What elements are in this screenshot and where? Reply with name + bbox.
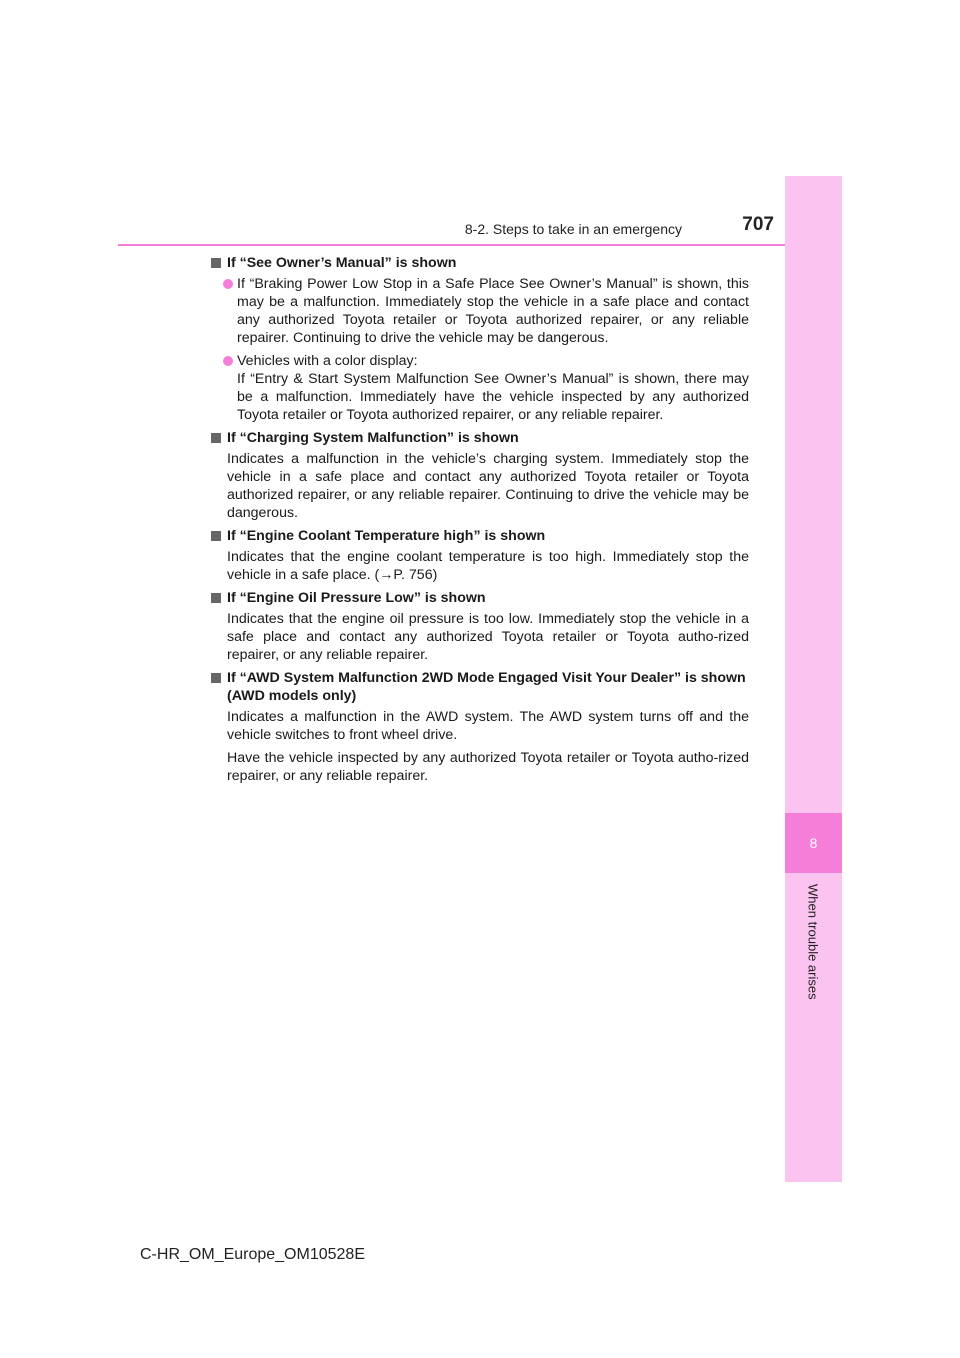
paragraph: Indicates that the engine coolant temperature is too high. Immediately stop the vehicle in a safe place. (→P. 756): [227, 549, 749, 583]
chapter-side-tab: [785, 176, 842, 1182]
list-item: [211, 352, 749, 424]
section-heading: [211, 254, 749, 272]
section-charging-system: [211, 429, 749, 522]
chapter-number: 8: [785, 813, 842, 873]
paragraph: Have the vehicle inspected by any authorized Toyota retailer or Toyota autho-rized repairer, or any reliable repairer.: [227, 750, 749, 784]
paragraph: Indicates a malfunction in the vehicle’s charging system. Immediately stop the vehicle in a safe place and contact any authorized Toyota retailer or Toyota authorized repairer, or any reliable repairer. Continuing to drive the vehicle may be dangerous.: [227, 451, 749, 521]
heading-text: If “AWD System Malfunction 2WD Mode Engaged Visit Your Dealer” is shown (AWD models only): [227, 670, 746, 704]
bullet-text-line: If “Entry & Start System Malfunction See Owner’s Manual” is shown, there may be a malfunction. Immediately have the vehicle inspected by any authorized Toyota retailer or Toyota authorized repairer, or any reliable repairer.: [237, 371, 749, 423]
square-bullet-icon: [211, 673, 221, 683]
section-awd-system: [211, 669, 749, 785]
heading-text: If “Charging System Malfunction” is shown: [227, 430, 519, 446]
document-code: C-HR_OM_Europe_OM10528E: [140, 1246, 365, 1263]
square-bullet-icon: [211, 433, 221, 443]
header-divider: [118, 244, 785, 246]
section-engine-oil-pressure: [211, 589, 749, 664]
section-heading: [211, 429, 749, 447]
paragraph: Indicates that the engine oil pressure is too low. Immediately stop the vehicle in a safe place and contact any authorized Toyota retailer or Toyota autho-rized repairer, or any reliable repairer.: [227, 611, 749, 663]
header-section-title: 8-2. Steps to take in an emergency: [464, 221, 682, 237]
page-content: [211, 254, 749, 790]
list-item: [211, 275, 749, 347]
square-bullet-icon: [211, 258, 221, 268]
bullet-text: If “Braking Power Low Stop in a Safe Place See Owner’s Manual” is shown, this may be a malfunction. Immediately stop the vehicle in a safe place and contact any authorized Toyota retailer or Toyota authorized repairer, or any reliable repairer. Continuing to drive the vehicle may be dangerous.: [237, 276, 749, 346]
bullet-text-line: Vehicles with a color display:: [237, 353, 418, 369]
chapter-title: When trouble arises: [805, 884, 821, 1000]
section-heading: [211, 527, 749, 545]
square-bullet-icon: [211, 593, 221, 603]
square-bullet-icon: [211, 531, 221, 541]
section-engine-coolant: [211, 527, 749, 584]
circle-bullet-icon: [223, 279, 233, 289]
heading-text: If “Engine Coolant Temperature high” is shown: [227, 528, 546, 544]
heading-text: If “Engine Oil Pressure Low” is shown: [227, 590, 486, 606]
paragraph: Indicates a malfunction in the AWD system. The AWD system turns off and the vehicle switches to front wheel drive.: [227, 709, 749, 743]
section-heading: [211, 669, 749, 705]
circle-bullet-icon: [223, 356, 233, 366]
page-number: 707: [742, 214, 774, 235]
heading-text: If “See Owner’s Manual” is shown: [227, 255, 457, 271]
section-see-owners-manual: [211, 254, 749, 424]
section-heading: [211, 589, 749, 607]
